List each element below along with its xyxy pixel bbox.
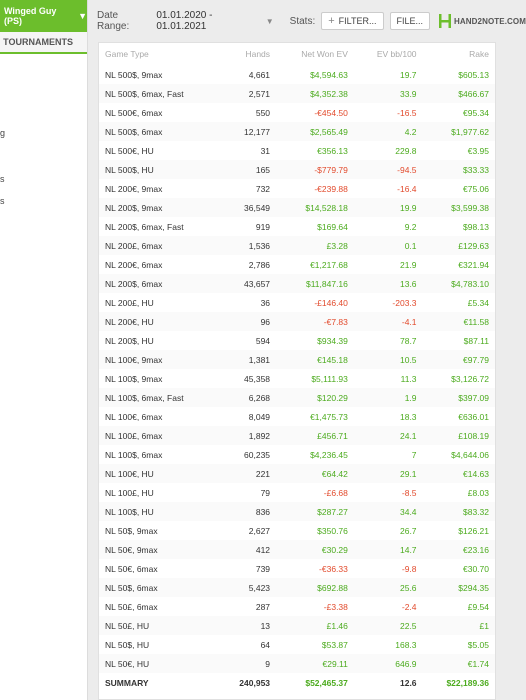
cell-game-type: NL 200$, HU — [105, 335, 154, 346]
table-row[interactable] — [99, 84, 495, 103]
cell-hands: 550 — [255, 107, 271, 118]
column-header-net-won-label: Net Won — [301, 49, 335, 59]
cell-net-won: $2,565.49 — [310, 126, 348, 137]
cell-ev-bb100: 19.9 — [399, 202, 417, 213]
table-row[interactable] — [99, 65, 495, 84]
cell-net-won: $287.27 — [317, 506, 348, 517]
cell-ev-bb100: 168.3 — [395, 639, 417, 650]
cell-hands: 36,549 — [244, 202, 271, 213]
table-row[interactable] — [99, 179, 495, 198]
table-row[interactable] — [99, 540, 495, 559]
table-row[interactable] — [99, 103, 495, 122]
file-button-label: FILE... — [396, 16, 424, 26]
column-header-ev-label: EV — [336, 49, 348, 59]
cell-hands: 919 — [255, 221, 271, 232]
cell-hands: 60,235 — [244, 449, 271, 460]
cell-ev-bb100: 18.3 — [399, 411, 417, 422]
cell-rake: $605.13 — [458, 69, 489, 80]
cell-game-type: NL 100€, HU — [105, 468, 154, 479]
cell-rake: £9.54 — [467, 601, 489, 612]
cell-rake: $98.13 — [463, 221, 489, 232]
cell-net-won: £456.71 — [317, 430, 348, 441]
file-button[interactable] — [390, 12, 431, 30]
table-row[interactable] — [99, 236, 495, 255]
cell-net-won: €29.11 — [322, 658, 348, 669]
cell-net-won: £1.46 — [326, 620, 348, 631]
cell-rake: $4,783.10 — [451, 278, 489, 289]
column-header-ev-bb100[interactable]: EV bb/100 — [376, 49, 417, 59]
cell-rake: $294.35 — [458, 582, 489, 593]
cell-net-won: -£146.40 — [314, 297, 348, 308]
cell-ev-bb100: 9.2 — [404, 221, 417, 232]
cell-game-type: NL 200£, HU — [105, 297, 154, 308]
cell-rake: $3,126.72 — [451, 373, 489, 384]
cell-hands: 1,381 — [248, 354, 271, 365]
cell-net-won: $4,352.38 — [310, 88, 348, 99]
cell-game-type: NL 200€, 9max — [105, 183, 163, 194]
cell-hands: 79 — [260, 487, 271, 498]
cell-ev-bb100: 33.9 — [399, 88, 417, 99]
cell-hands: 12,177 — [244, 126, 271, 137]
cell-rake: €1.74 — [467, 658, 489, 669]
cell-hands: 732 — [255, 183, 271, 194]
cell-rake: €95.34 — [463, 107, 489, 118]
cell-game-type: NL 50£, HU — [105, 620, 150, 631]
cell-ev-bb100: -16.5 — [397, 107, 417, 118]
cell-net-won: $350.76 — [317, 525, 348, 536]
cell-game-type: NL 200$, 6max, Fast — [105, 221, 184, 232]
cell-rake: $4,644.06 — [451, 449, 489, 460]
table-row[interactable] — [99, 160, 495, 179]
cell-rake: €23.16 — [463, 544, 489, 555]
table-row[interactable] — [99, 445, 495, 464]
table-row[interactable] — [99, 388, 495, 407]
summary-hands: 240,953 — [239, 677, 271, 688]
column-header-hands[interactable]: Hands — [245, 49, 271, 59]
cell-game-type: NL 50€, HU — [105, 658, 150, 669]
cell-ev-bb100: 13.6 — [399, 278, 417, 289]
cell-ev-bb100: 22.5 — [399, 620, 417, 631]
logo-text: HAND2NOTE.COM — [454, 16, 526, 26]
cell-net-won: €64.42 — [321, 468, 348, 479]
cell-rake: $1,977.62 — [451, 126, 489, 137]
cell-rake: $5.05 — [467, 639, 489, 650]
cell-hands: 43,657 — [244, 278, 271, 289]
cell-hands: 1,536 — [248, 240, 271, 251]
column-header-game-type[interactable]: Game Type — [105, 49, 149, 59]
cell-hands: 2,571 — [248, 88, 271, 99]
cell-net-won: $4,594.63 — [310, 69, 348, 80]
cell-net-won: -€7.83 — [323, 316, 348, 327]
cell-ev-bb100: -203.3 — [392, 297, 417, 308]
cell-rake: £129.63 — [458, 240, 489, 251]
sidebar-item-fragment[interactable]: s — [0, 174, 5, 184]
stats-label: Stats: — [289, 15, 316, 27]
cell-rake: $83.32 — [463, 506, 489, 517]
cell-game-type: NL 200€, HU — [105, 316, 154, 327]
cell-ev-bb100: -94.5 — [397, 164, 417, 175]
cell-net-won: $169.64 — [317, 221, 348, 232]
cell-hands: 6,268 — [248, 392, 271, 403]
table-row[interactable] — [99, 502, 495, 521]
cell-rake: €11.58 — [463, 316, 489, 327]
cell-rake: £5.34 — [467, 297, 489, 308]
summary-ev-bb100: 12.6 — [399, 677, 417, 688]
cell-hands: 836 — [255, 506, 271, 517]
cell-hands: 31 — [260, 145, 271, 156]
cell-ev-bb100: 21.9 — [399, 259, 417, 270]
cell-net-won: -€36.33 — [319, 563, 348, 574]
table-row[interactable] — [99, 483, 495, 502]
caret-down-icon[interactable]: ▼ — [265, 16, 274, 26]
cell-rake: $397.09 — [458, 392, 489, 403]
cell-net-won: -£6.68 — [323, 487, 348, 498]
cell-ev-bb100: -4.1 — [401, 316, 417, 327]
cell-game-type: NL 500$, 9max — [105, 69, 163, 80]
cell-hands: 221 — [255, 468, 271, 479]
cell-rake: €636.01 — [458, 411, 489, 422]
cell-hands: 5,423 — [248, 582, 271, 593]
cell-hands: 287 — [255, 601, 271, 612]
cell-game-type: NL 50$, HU — [105, 639, 150, 650]
cell-net-won: $934.39 — [317, 335, 348, 346]
cell-rake: €14.63 — [463, 468, 489, 479]
cell-game-type: NL 100$, 6max — [105, 449, 163, 460]
toolbar — [87, 6, 526, 36]
cell-hands: 9 — [265, 658, 271, 669]
cell-net-won: $4,236.45 — [310, 449, 348, 460]
cell-game-type: NL 50£, 6max — [105, 601, 158, 612]
cell-hands: 13 — [260, 620, 271, 631]
cell-ev-bb100: 26.7 — [399, 525, 417, 536]
results-panel — [98, 42, 496, 700]
cell-rake: €30.70 — [463, 563, 489, 574]
cell-game-type: NL 200€, 6max — [105, 259, 163, 270]
cell-hands: 36 — [260, 297, 271, 308]
cell-rake: €75.06 — [463, 183, 489, 194]
caret-down-icon: ▼ — [78, 11, 87, 21]
table-row[interactable] — [99, 559, 495, 578]
cell-hands: 2,786 — [248, 259, 271, 270]
cell-hands: 45,358 — [244, 373, 271, 384]
table-row[interactable] — [99, 426, 495, 445]
cell-net-won: $53.87 — [321, 639, 348, 650]
logo — [438, 13, 526, 29]
cell-net-won: $692.88 — [317, 582, 348, 593]
cell-game-type: NL 500€, 6max — [105, 107, 163, 118]
table-row[interactable] — [99, 616, 495, 635]
table-row[interactable] — [99, 369, 495, 388]
player-selector[interactable] — [0, 0, 87, 32]
date-range-label: Date Range: — [97, 10, 130, 32]
cell-ev-bb100: -9.8 — [401, 563, 417, 574]
table-header-row — [99, 43, 495, 65]
cell-game-type: NL 50$, 9max — [105, 525, 158, 536]
cell-net-won: €356.13 — [317, 145, 348, 156]
table-row[interactable] — [99, 312, 495, 331]
cell-hands: 2,627 — [248, 525, 271, 536]
cell-net-won: €145.18 — [317, 354, 348, 365]
cell-rake: $87.11 — [463, 335, 489, 346]
table-row[interactable] — [99, 122, 495, 141]
cell-rake: £108.19 — [458, 430, 489, 441]
cell-game-type: NL 500$, HU — [105, 164, 154, 175]
cell-rake: €97.79 — [463, 354, 489, 365]
cell-ev-bb100: 10.5 — [399, 354, 417, 365]
cell-ev-bb100: 646.9 — [395, 658, 417, 669]
results-table — [99, 43, 495, 692]
table-row[interactable] — [99, 521, 495, 540]
cell-hands: 64 — [260, 639, 271, 650]
cell-ev-bb100: -8.5 — [401, 487, 417, 498]
summary-row — [99, 673, 495, 692]
sidebar-item-fragment[interactable]: g — [0, 128, 6, 138]
table-row[interactable] — [99, 578, 495, 597]
table-row[interactable] — [99, 293, 495, 312]
tab-tournaments[interactable]: TOURNAMENTS — [0, 32, 87, 54]
cell-ev-bb100: 78.7 — [399, 335, 417, 346]
table-row[interactable] — [99, 141, 495, 160]
cell-hands: 412 — [255, 544, 271, 555]
cell-game-type: NL 100£, 6max — [105, 430, 163, 441]
cell-game-type: NL 50€, 6max — [105, 563, 158, 574]
cell-hands: 8,049 — [248, 411, 271, 422]
table-row[interactable] — [99, 407, 495, 426]
cell-game-type: NL 100$, HU — [105, 506, 154, 517]
table-row[interactable] — [99, 331, 495, 350]
cell-ev-bb100: 25.6 — [399, 582, 417, 593]
cell-game-type: NL 50$, 6max — [105, 582, 158, 593]
cell-game-type: NL 500$, 6max — [105, 126, 163, 137]
cell-hands: 594 — [255, 335, 271, 346]
cell-ev-bb100: 34.4 — [399, 506, 417, 517]
cell-hands: 96 — [260, 316, 271, 327]
cell-rake: €321.94 — [458, 259, 489, 270]
cell-game-type: NL 200£, 6max — [105, 240, 163, 251]
cell-rake: £1 — [479, 620, 489, 631]
table-row[interactable] — [99, 217, 495, 236]
cell-net-won: -£3.38 — [323, 601, 348, 612]
cell-ev-bb100: 1.9 — [404, 392, 417, 403]
cell-net-won: -$779.79 — [314, 164, 348, 175]
cell-rake: $33.33 — [463, 164, 489, 175]
sidebar-item-fragment[interactable]: s — [0, 196, 5, 206]
cell-ev-bb100: 7 — [411, 449, 417, 460]
summary-rake: $22,189.36 — [446, 677, 489, 688]
cell-net-won: $5,111.93 — [311, 373, 348, 384]
table-row[interactable] — [99, 350, 495, 369]
cell-rake: $126.21 — [458, 525, 489, 536]
column-header-rake[interactable]: Rake — [469, 49, 489, 59]
cell-ev-bb100: 19.7 — [399, 69, 417, 80]
cell-net-won: $14,528.18 — [305, 202, 348, 213]
summary-label: SUMMARY — [105, 677, 149, 688]
table-row[interactable] — [99, 654, 495, 673]
cell-net-won: $11,847.16 — [305, 278, 348, 289]
cell-net-won: -€454.50 — [314, 107, 348, 118]
cell-ev-bb100: 4.2 — [404, 126, 417, 137]
player-name: Winged Guy (PS) — [4, 6, 57, 26]
cell-net-won: €1,217.68 — [310, 259, 348, 270]
cell-ev-bb100: 11.3 — [400, 373, 417, 384]
table-row[interactable] — [99, 635, 495, 654]
filter-button-label: FILTER... — [338, 16, 377, 26]
cell-ev-bb100: 0.1 — [404, 240, 417, 251]
cell-net-won: €1,475.73 — [310, 411, 348, 422]
sidebar — [0, 0, 88, 700]
cell-net-won: €30.29 — [321, 544, 348, 555]
table-row[interactable] — [99, 255, 495, 274]
cell-net-won: £3.28 — [326, 240, 348, 251]
cell-hands: 1,892 — [248, 430, 271, 441]
cell-ev-bb100: 229.8 — [395, 145, 417, 156]
cell-ev-bb100: 24.1 — [399, 430, 417, 441]
cell-hands: 739 — [255, 563, 271, 574]
cell-net-won: -€239.88 — [314, 183, 348, 194]
cell-game-type: NL 500€, HU — [105, 145, 154, 156]
cell-ev-bb100: 29.1 — [399, 468, 417, 479]
cell-game-type: NL 100€, 9max — [105, 354, 163, 365]
cell-game-type: NL 200$, 9max — [105, 202, 163, 213]
cell-hands: 4,661 — [248, 69, 271, 80]
cell-game-type: NL 500$, 6max, Fast — [105, 88, 184, 99]
cell-game-type: NL 100$, 6max, Fast — [105, 392, 184, 403]
cell-game-type: NL 50€, 9max — [105, 544, 158, 555]
table-row[interactable] — [99, 198, 495, 217]
cell-ev-bb100: 14.7 — [399, 544, 417, 555]
plus-icon: + — [328, 15, 335, 27]
table-row[interactable] — [99, 274, 495, 293]
cell-rake: €3.95 — [467, 145, 489, 156]
cell-ev-bb100: -16.4 — [397, 183, 417, 194]
column-header-net-won[interactable] — [276, 43, 354, 65]
cell-rake: $466.67 — [458, 88, 489, 99]
cell-rake: $3,599.38 — [451, 202, 489, 213]
cell-ev-bb100: -2.4 — [401, 601, 417, 612]
filter-button[interactable] — [321, 12, 383, 30]
cell-hands: 165 — [255, 164, 271, 175]
table-row[interactable] — [99, 464, 495, 483]
hand2note-logo-icon — [438, 13, 452, 29]
date-range-select[interactable]: 01.01.2020 - 01.01.2021 — [156, 10, 213, 32]
cell-game-type: NL 200$, 6max — [105, 278, 163, 289]
cell-game-type: NL 100$, 9max — [105, 373, 163, 384]
cell-rake: £8.03 — [467, 487, 489, 498]
cell-game-type: NL 100€, 6max — [105, 411, 163, 422]
summary-net-won: $52,465.37 — [305, 677, 348, 688]
cell-net-won: $120.29 — [317, 392, 348, 403]
cell-game-type: NL 100£, HU — [105, 487, 154, 498]
table-row[interactable] — [99, 597, 495, 616]
